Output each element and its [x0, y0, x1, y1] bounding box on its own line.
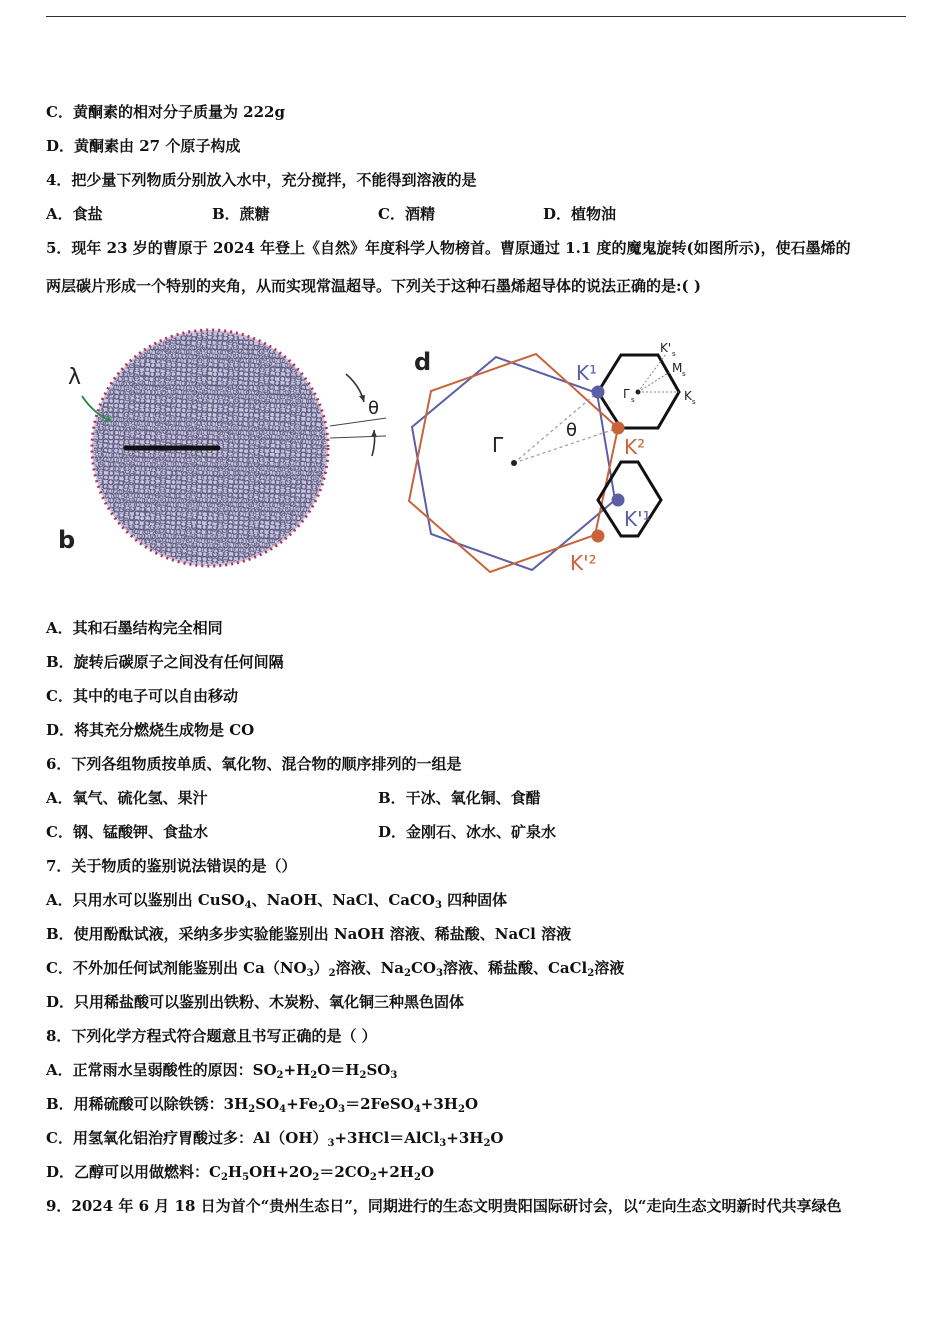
- q8-option-a: A．正常雨水呈弱酸性的原因：$SO_2+H_2O=H_2SO_3$: [46, 1061, 398, 1081]
- q7-option-a: A．只用水可以鉴别出 CuSO$_4$、NaOH、NaCl、CaCO$_3$ 四种固体: [46, 891, 508, 911]
- panel-label-d: d: [414, 348, 432, 376]
- q9-stem: 9．2024 年 6 月 18 日为首个“贵州生态日”，同期进行的生态文明贵阳国际研讨会，以“走向生态文明新时代共享绿色: [46, 1197, 842, 1215]
- kp2-label: K'²: [570, 551, 597, 575]
- q5-stem-line2: 两层碳片形成一个特别的夹角，从而实现常温超导。下列关于这种石墨烯超导体的说法正确的是:( ): [46, 277, 701, 295]
- bilayer-graphene-disc: [69, 318, 351, 590]
- header-rule: [46, 16, 906, 17]
- lambda-label: λ: [68, 365, 82, 390]
- kp2-point: [592, 530, 605, 543]
- k2-point: [612, 422, 625, 435]
- kp-s-subscript: s: [672, 350, 676, 358]
- q8-stem: 8．下列化学方程式符合题意且书写正确的是（ ）: [46, 1027, 377, 1045]
- theta-label-b: θ: [368, 398, 380, 419]
- k2-label: K²: [624, 435, 646, 459]
- q5-option-c: C．其中的电子可以自由移动: [46, 687, 238, 705]
- q3-option-d: D．黄酮素由 27 个原子构成: [46, 137, 241, 155]
- k1-point: [592, 386, 605, 399]
- q8-option-d: D．乙醇可以用做燃料：$C_2H_5OH+2O_2=2CO_2+2H_2O$: [46, 1163, 435, 1183]
- q7-stem: 7．关于物质的鉴别说法错误的是（）: [46, 857, 297, 875]
- q7-option-b: B．使用酚酞试液，采纳多步实验能鉴别出 NaOH 溶液、稀盐酸、NaCl 溶液: [46, 925, 572, 943]
- theta-label-d: θ: [566, 420, 578, 441]
- k-s-subscript: s: [692, 398, 696, 406]
- q4-stem: 4．把少量下列物质分别放入水中，充分搅拌，不能得到溶液的是: [46, 171, 477, 189]
- gamma-label: Γ: [492, 433, 504, 457]
- q6-option-b: B．干冰、氧化铜、食醋: [378, 789, 541, 807]
- q5-option-d: D．将其充分燃烧生成物是 CO: [46, 721, 255, 739]
- q4-option-b: B．蔗糖: [212, 205, 270, 223]
- kp1-point: [612, 494, 625, 507]
- q3-option-c: C．黄酮素的相对分子质量为 222g: [46, 103, 285, 121]
- q5-stem-line1: 5．现年 23 岁的曹原于 2024 年登上《自然》年度科学人物榜首。曹原通过 1.1 度的魔鬼旋转(如图所示)，使石墨烯的: [46, 239, 851, 257]
- k1-label: K¹: [576, 361, 598, 385]
- panel-label-b: b: [58, 526, 76, 554]
- gamma-point: [511, 460, 517, 466]
- q6-option-d: D．金刚石、冰水、矿泉水: [378, 823, 557, 841]
- q6-option-a: A．氧气、硫化氢、果汁: [46, 789, 208, 807]
- kp1-label: K'¹: [624, 507, 651, 531]
- q5-option-b: B．旋转后碳原子之间没有任何间隔: [46, 653, 284, 671]
- gamma-s-label: Γ: [623, 387, 630, 401]
- q8-option-b: B．用稀硫酸可以除铁锈：$3H_2SO_4+Fe_2O_3=2FeSO_4+3H_2O$: [46, 1095, 479, 1115]
- q5-option-a: A．其和石墨结构完全相同: [46, 619, 223, 637]
- q7-option-d: D．只用稀盐酸可以鉴别出铁粉、木炭粉、氧化铜三种黑色固体: [46, 993, 465, 1011]
- q6-option-c: C．钢、锰酸钾、食盐水: [46, 823, 208, 841]
- k-s-label: K: [684, 389, 692, 403]
- q6-stem: 6．下列各组物质按单质、氧化物、混合物的顺序排列的一组是: [46, 755, 462, 773]
- q7-option-c: C．不外加任何试剂能鉴别出 $Ca(NO_3)_2$溶液、$Na_2CO_3$溶液、稀盐酸、CaCl$_2$溶液: [46, 959, 625, 979]
- kp-s-label: K': [660, 341, 672, 355]
- q8-option-c: C．用氢氧化铝治疗胃酸过多：$Al(OH)_3+3HCl=AlCl_3+3H_2O$: [46, 1129, 504, 1149]
- m-s-subscript: s: [682, 370, 686, 378]
- q4-option-a: A．食盐: [46, 205, 103, 223]
- q5-figure: [46, 318, 706, 590]
- m-s-label: M: [672, 361, 683, 375]
- q4-option-c: C．酒精: [378, 205, 435, 223]
- q4-option-d: D．植物油: [543, 205, 617, 223]
- gamma-s-subscript: s: [631, 396, 635, 404]
